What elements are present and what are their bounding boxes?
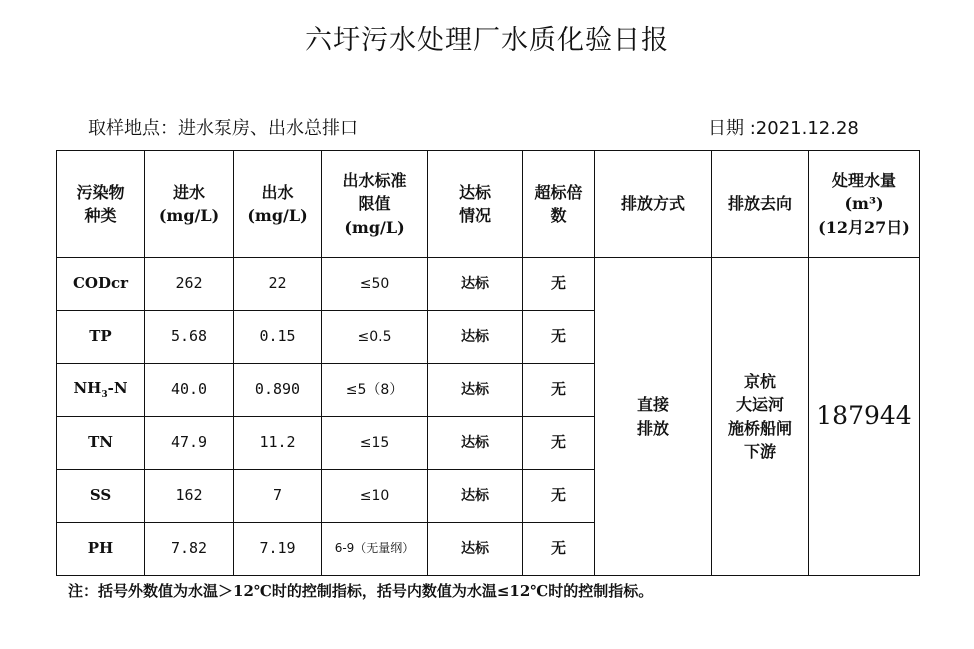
- header-standard-unit: (mg/L): [344, 217, 405, 237]
- standard-limit: ≤0.5: [322, 311, 428, 364]
- inflow-value: 47.9: [145, 417, 234, 470]
- header-inflow-unit: (mg/L): [158, 206, 220, 225]
- compliance-status: 达标: [428, 364, 523, 417]
- header-row: [57, 151, 920, 258]
- header-exceed: [523, 151, 595, 258]
- header-standard-line2: 限值: [358, 194, 391, 214]
- header-pollutant: [57, 151, 145, 258]
- water-quality-table: [56, 150, 920, 576]
- header-outflow-line1: 出水: [261, 182, 294, 202]
- header-inflow: [145, 151, 234, 258]
- sampling-location: 取样地点：进水泵房、出水总排口: [88, 118, 358, 139]
- standard-limit: 6-9（无量纲）: [322, 523, 428, 576]
- header-outflow-unit: (mg/L): [247, 206, 308, 225]
- inflow-value: 162: [145, 470, 234, 523]
- outflow-value: 0.890: [234, 364, 322, 417]
- pollutant-name: CODcr: [57, 258, 145, 311]
- outflow-value: 7: [234, 470, 322, 523]
- header-volume-unit: (m³): [844, 194, 884, 214]
- compliance-status: 达标: [428, 470, 523, 523]
- compliance-status: 达标: [428, 258, 523, 311]
- pollutant-name-subscript: 3: [101, 389, 108, 400]
- standard-limit: ≤10: [322, 470, 428, 523]
- pollutant-name: TN: [57, 417, 145, 470]
- header-volume-date: (12月27日): [818, 217, 910, 237]
- compliance-status: 达标: [428, 417, 523, 470]
- outflow-value: 7.19: [234, 523, 322, 576]
- outflow-value: 22: [234, 258, 322, 311]
- header-method: 排放方式: [595, 151, 712, 258]
- destination-line3: 施桥船闸: [727, 418, 792, 438]
- exceed-multiple: 无: [523, 470, 595, 523]
- header-volume-line1: 处理水量: [831, 171, 896, 191]
- outflow-value: 11.2: [234, 417, 322, 470]
- inflow-value: 5.68: [145, 311, 234, 364]
- outflow-value: 0.15: [234, 311, 322, 364]
- header-destination: 排放去向: [712, 151, 809, 258]
- discharge-method-line1: 直接: [636, 395, 669, 415]
- destination-line1: 京杭: [743, 372, 776, 392]
- header-inflow-line1: 进水: [172, 182, 205, 202]
- pollutant-name: [57, 364, 145, 417]
- inflow-value: 7.82: [145, 523, 234, 576]
- pollutant-name: PH: [57, 523, 145, 576]
- header-status-line1: 达标: [458, 182, 491, 202]
- footnote: 注：括号外数值为水温＞12℃时的控制指标，括号内数值为水温≤12℃时的控制指标。: [68, 582, 654, 600]
- pollutant-name-main: NH: [73, 378, 102, 397]
- exceed-multiple: 无: [523, 523, 595, 576]
- discharge-method: [595, 258, 712, 576]
- discharge-method-line2: 排放: [636, 418, 669, 438]
- header-volume: [809, 151, 920, 258]
- exceed-multiple: 无: [523, 258, 595, 311]
- pollutant-name-tail: -N: [107, 378, 128, 397]
- destination-line4: 下游: [743, 441, 776, 461]
- header-standard: [322, 151, 428, 258]
- header-pollutant-line1: 污染物: [76, 182, 125, 202]
- header-exceed-line2: 数: [550, 206, 567, 225]
- header-exceed-line1: 超标倍: [534, 182, 583, 202]
- pollutant-name: TP: [57, 311, 145, 364]
- report-title: 六圩污水处理厂水质化验日报: [305, 25, 669, 56]
- header-pollutant-line2: 种类: [84, 206, 117, 225]
- treated-volume: 187944: [809, 258, 920, 576]
- standard-limit: ≤5（8）: [322, 364, 428, 417]
- inflow-value: 262: [145, 258, 234, 311]
- header-status: [428, 151, 523, 258]
- header-standard-line1: 出水标准: [342, 171, 407, 191]
- standard-limit: ≤15: [322, 417, 428, 470]
- header-outflow: [234, 151, 322, 258]
- compliance-status: 达标: [428, 523, 523, 576]
- discharge-destination: [712, 258, 809, 576]
- report-date: 日期 :2021.12.28: [708, 118, 859, 139]
- table-row: [57, 258, 920, 311]
- inflow-value: 40.0: [145, 364, 234, 417]
- exceed-multiple: 无: [523, 417, 595, 470]
- exceed-multiple: 无: [523, 311, 595, 364]
- pollutant-name: SS: [57, 470, 145, 523]
- destination-line2: 大运河: [735, 395, 784, 415]
- header-status-line2: 情况: [458, 206, 491, 225]
- exceed-multiple: 无: [523, 364, 595, 417]
- compliance-status: 达标: [428, 311, 523, 364]
- standard-limit: ≤50: [322, 258, 428, 311]
